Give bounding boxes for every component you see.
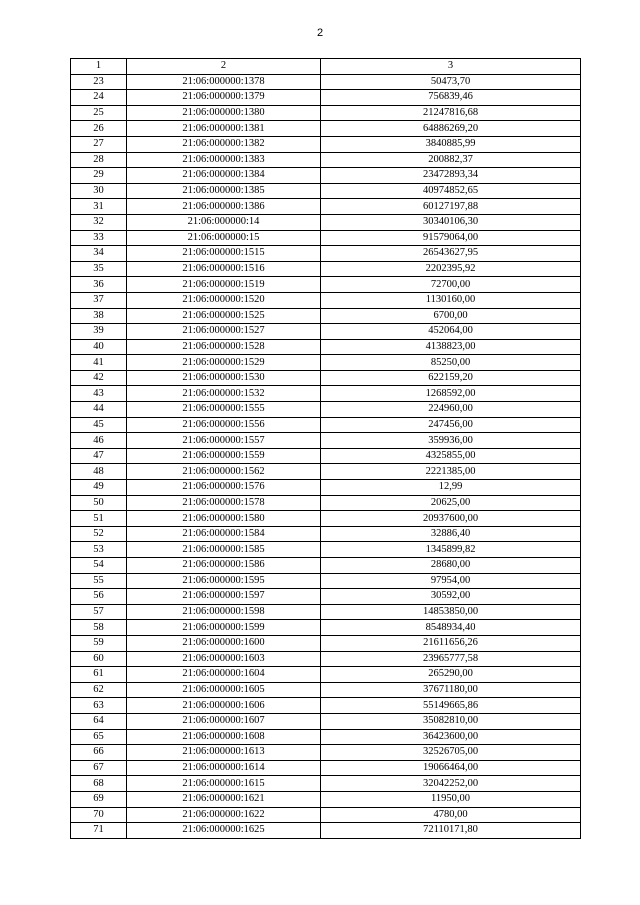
row-number-cell: 51 [71, 511, 127, 527]
table-row [71, 682, 581, 698]
table-row [71, 480, 581, 496]
cadastral-number-cell: 21:06:000000:1382 [127, 136, 321, 152]
row-number-cell: 68 [71, 776, 127, 792]
table-row [71, 121, 581, 137]
cadastral-number-cell: 21:06:000000:1532 [127, 386, 321, 402]
cadastral-number-cell: 21:06:000000:1580 [127, 511, 321, 527]
row-number-cell: 35 [71, 261, 127, 277]
cadastral-number-cell: 21:06:000000:1557 [127, 433, 321, 449]
table-row [71, 152, 581, 168]
cadastral-number-cell: 21:06:000000:1384 [127, 168, 321, 184]
value-cell: 91579064,00 [321, 230, 581, 246]
row-number-cell: 57 [71, 604, 127, 620]
cadastral-number-cell: 21:06:000000:1556 [127, 417, 321, 433]
value-cell: 21611656,26 [321, 635, 581, 651]
cadastral-number-cell: 21:06:000000:1622 [127, 807, 321, 823]
table-row [71, 230, 581, 246]
row-number-cell: 25 [71, 105, 127, 121]
value-cell: 23472893,34 [321, 168, 581, 184]
table-row [71, 183, 581, 199]
value-cell: 1130160,00 [321, 292, 581, 308]
value-cell: 23965777,58 [321, 651, 581, 667]
value-cell: 35082810,00 [321, 713, 581, 729]
table-row [71, 526, 581, 542]
row-number-cell: 63 [71, 698, 127, 714]
row-number-cell: 67 [71, 760, 127, 776]
row-number-cell: 42 [71, 370, 127, 386]
table-row [71, 136, 581, 152]
cadastral-number-cell: 21:06:000000:1586 [127, 558, 321, 574]
table-row [71, 604, 581, 620]
row-number-cell: 59 [71, 635, 127, 651]
table-row [71, 370, 581, 386]
value-cell: 224960,00 [321, 402, 581, 418]
table-row [71, 542, 581, 558]
table-row [71, 339, 581, 355]
row-number-cell: 40 [71, 339, 127, 355]
cadastral-number-cell: 21:06:000000:1599 [127, 620, 321, 636]
table-row [71, 729, 581, 745]
value-cell: 21247816,68 [321, 105, 581, 121]
cadastral-number-cell: 21:06:000000:1528 [127, 339, 321, 355]
cadastral-number-cell: 21:06:000000:1607 [127, 713, 321, 729]
value-cell: 55149665,86 [321, 698, 581, 714]
value-cell: 4138823,00 [321, 339, 581, 355]
cadastral-number-cell: 21:06:000000:1584 [127, 526, 321, 542]
table-row [71, 105, 581, 121]
registry-table [70, 58, 581, 839]
cadastral-number-cell: 21:06:000000:1525 [127, 308, 321, 324]
cadastral-number-cell: 21:06:000000:1527 [127, 324, 321, 340]
page-number: 2 [316, 27, 324, 39]
value-cell: 32886,40 [321, 526, 581, 542]
value-cell: 3840885,99 [321, 136, 581, 152]
cadastral-number-cell: 21:06:000000:1520 [127, 292, 321, 308]
value-cell: 8548934,40 [321, 620, 581, 636]
row-number-cell: 49 [71, 480, 127, 496]
table-row [71, 589, 581, 605]
cadastral-number-cell: 21:06:000000:1386 [127, 199, 321, 215]
cadastral-number-cell: 21:06:000000:1613 [127, 745, 321, 761]
row-number-cell: 34 [71, 246, 127, 262]
table-row [71, 713, 581, 729]
row-number-cell: 30 [71, 183, 127, 199]
table-row [71, 355, 581, 371]
cadastral-number-cell: 21:06:000000:14 [127, 214, 321, 230]
table-row [71, 90, 581, 106]
value-cell: 50473,70 [321, 74, 581, 90]
table-row [71, 807, 581, 823]
cadastral-number-cell: 21:06:000000:1600 [127, 635, 321, 651]
row-number-cell: 33 [71, 230, 127, 246]
header-cell-value: 3 [321, 59, 581, 75]
row-number-cell: 62 [71, 682, 127, 698]
row-number-cell: 46 [71, 433, 127, 449]
value-cell: 20625,00 [321, 495, 581, 511]
cadastral-number-cell: 21:06:000000:1603 [127, 651, 321, 667]
cadastral-number-cell: 21:06:000000:1576 [127, 480, 321, 496]
table-row [71, 776, 581, 792]
table-row [71, 199, 581, 215]
value-cell: 28680,00 [321, 558, 581, 574]
cadastral-number-cell: 21:06:000000:1597 [127, 589, 321, 605]
row-number-cell: 64 [71, 713, 127, 729]
value-cell: 60127197,88 [321, 199, 581, 215]
cadastral-number-cell: 21:06:000000:1559 [127, 448, 321, 464]
table-row [71, 386, 581, 402]
table-row [71, 745, 581, 761]
table-row [71, 495, 581, 511]
value-cell: 97954,00 [321, 573, 581, 589]
cadastral-number-cell: 21:06:000000:1604 [127, 667, 321, 683]
row-number-cell: 61 [71, 667, 127, 683]
table-row [71, 651, 581, 667]
cadastral-number-cell: 21:06:000000:1606 [127, 698, 321, 714]
value-cell: 12,99 [321, 480, 581, 496]
value-cell: 11950,00 [321, 791, 581, 807]
row-number-cell: 32 [71, 214, 127, 230]
value-cell: 622159,20 [321, 370, 581, 386]
table-row [71, 417, 581, 433]
row-number-cell: 71 [71, 823, 127, 839]
row-number-cell: 60 [71, 651, 127, 667]
value-cell: 200882,37 [321, 152, 581, 168]
cadastral-number-cell: 21:06:000000:1381 [127, 121, 321, 137]
row-number-cell: 55 [71, 573, 127, 589]
header-cell-number: 1 [71, 59, 127, 75]
row-number-cell: 39 [71, 324, 127, 340]
table-row [71, 760, 581, 776]
row-number-cell: 69 [71, 791, 127, 807]
cadastral-number-cell: 21:06:000000:15 [127, 230, 321, 246]
cadastral-number-cell: 21:06:000000:1625 [127, 823, 321, 839]
value-cell: 32042252,00 [321, 776, 581, 792]
table-row [71, 464, 581, 480]
header-row [71, 59, 581, 75]
table-body [71, 74, 581, 838]
cadastral-number-cell: 21:06:000000:1562 [127, 464, 321, 480]
cadastral-number-cell: 21:06:000000:1578 [127, 495, 321, 511]
row-number-cell: 47 [71, 448, 127, 464]
table-row [71, 791, 581, 807]
value-cell: 1268592,00 [321, 386, 581, 402]
table-row [71, 448, 581, 464]
value-cell: 72700,00 [321, 277, 581, 293]
table-row [71, 667, 581, 683]
value-cell: 4780,00 [321, 807, 581, 823]
row-number-cell: 53 [71, 542, 127, 558]
row-number-cell: 26 [71, 121, 127, 137]
table-row [71, 168, 581, 184]
value-cell: 359936,00 [321, 433, 581, 449]
table-row [71, 308, 581, 324]
row-number-cell: 50 [71, 495, 127, 511]
row-number-cell: 23 [71, 74, 127, 90]
cadastral-number-cell: 21:06:000000:1595 [127, 573, 321, 589]
row-number-cell: 24 [71, 90, 127, 106]
cadastral-number-cell: 21:06:000000:1515 [127, 246, 321, 262]
row-number-cell: 70 [71, 807, 127, 823]
table-row [71, 261, 581, 277]
row-number-cell: 36 [71, 277, 127, 293]
table-row [71, 292, 581, 308]
row-number-cell: 31 [71, 199, 127, 215]
table-row [71, 277, 581, 293]
cadastral-number-cell: 21:06:000000:1555 [127, 402, 321, 418]
cadastral-number-cell: 21:06:000000:1383 [127, 152, 321, 168]
cadastral-number-cell: 21:06:000000:1605 [127, 682, 321, 698]
table-header [71, 59, 581, 75]
cadastral-number-cell: 21:06:000000:1379 [127, 90, 321, 106]
table-row [71, 558, 581, 574]
cadastral-number-cell: 21:06:000000:1614 [127, 760, 321, 776]
row-number-cell: 28 [71, 152, 127, 168]
cadastral-number-cell: 21:06:000000:1621 [127, 791, 321, 807]
cadastral-number-cell: 21:06:000000:1519 [127, 277, 321, 293]
row-number-cell: 48 [71, 464, 127, 480]
value-cell: 37671180,00 [321, 682, 581, 698]
row-number-cell: 56 [71, 589, 127, 605]
value-cell: 4325855,00 [321, 448, 581, 464]
cadastral-number-cell: 21:06:000000:1516 [127, 261, 321, 277]
value-cell: 36423600,00 [321, 729, 581, 745]
cadastral-number-cell: 21:06:000000:1585 [127, 542, 321, 558]
value-cell: 72110171,80 [321, 823, 581, 839]
cadastral-number-cell: 21:06:000000:1385 [127, 183, 321, 199]
row-number-cell: 27 [71, 136, 127, 152]
table-row [71, 214, 581, 230]
cadastral-number-cell: 21:06:000000:1608 [127, 729, 321, 745]
table-row [71, 246, 581, 262]
row-number-cell: 45 [71, 417, 127, 433]
table-row [71, 324, 581, 340]
row-number-cell: 37 [71, 292, 127, 308]
row-number-cell: 54 [71, 558, 127, 574]
row-number-cell: 66 [71, 745, 127, 761]
value-cell: 452064,00 [321, 324, 581, 340]
table-row [71, 620, 581, 636]
row-number-cell: 43 [71, 386, 127, 402]
value-cell: 30592,00 [321, 589, 581, 605]
value-cell: 20937600,00 [321, 511, 581, 527]
value-cell: 247456,00 [321, 417, 581, 433]
value-cell: 1345899,82 [321, 542, 581, 558]
value-cell: 26543627,95 [321, 246, 581, 262]
table-row [71, 74, 581, 90]
value-cell: 19066464,00 [321, 760, 581, 776]
value-cell: 85250,00 [321, 355, 581, 371]
value-cell: 32526705,00 [321, 745, 581, 761]
value-cell: 756839,46 [321, 90, 581, 106]
value-cell: 40974852,65 [321, 183, 581, 199]
table-row [71, 402, 581, 418]
table-row [71, 573, 581, 589]
cadastral-number-cell: 21:06:000000:1530 [127, 370, 321, 386]
value-cell: 30340106,30 [321, 214, 581, 230]
row-number-cell: 52 [71, 526, 127, 542]
value-cell: 265290,00 [321, 667, 581, 683]
row-number-cell: 44 [71, 402, 127, 418]
value-cell: 2221385,00 [321, 464, 581, 480]
cadastral-number-cell: 21:06:000000:1529 [127, 355, 321, 371]
row-number-cell: 65 [71, 729, 127, 745]
value-cell: 64886269,20 [321, 121, 581, 137]
table-row [71, 433, 581, 449]
table-row [71, 823, 581, 839]
table-row [71, 698, 581, 714]
table-row [71, 511, 581, 527]
table-row [71, 635, 581, 651]
header-cell-cadastral: 2 [127, 59, 321, 75]
cadastral-number-cell: 21:06:000000:1380 [127, 105, 321, 121]
value-cell: 2202395,92 [321, 261, 581, 277]
row-number-cell: 41 [71, 355, 127, 371]
cadastral-number-cell: 21:06:000000:1615 [127, 776, 321, 792]
value-cell: 6700,00 [321, 308, 581, 324]
cadastral-number-cell: 21:06:000000:1378 [127, 74, 321, 90]
row-number-cell: 38 [71, 308, 127, 324]
row-number-cell: 58 [71, 620, 127, 636]
value-cell: 14853850,00 [321, 604, 581, 620]
row-number-cell: 29 [71, 168, 127, 184]
cadastral-number-cell: 21:06:000000:1598 [127, 604, 321, 620]
